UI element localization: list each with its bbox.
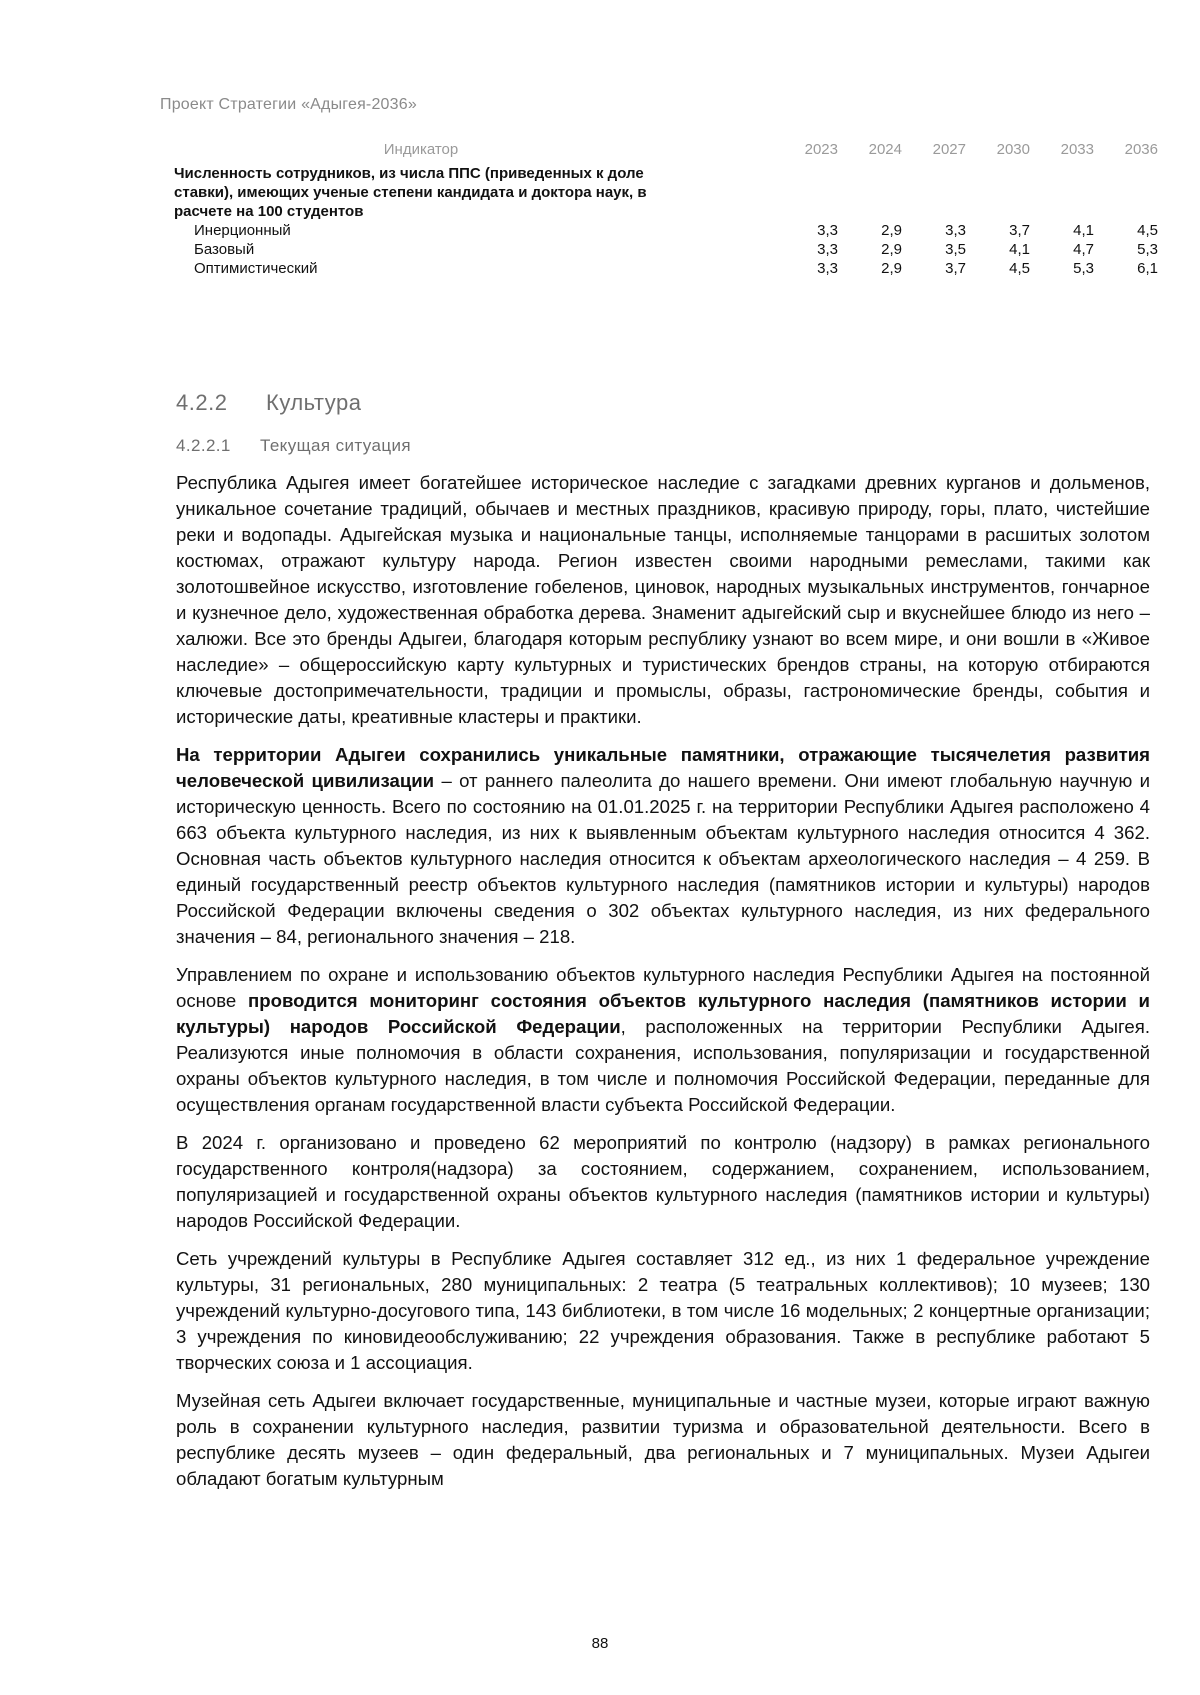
table-cell: 6,1 (1137, 260, 1158, 277)
column-header-year: 2024 (868, 141, 902, 158)
page-number: 88 (591, 1635, 609, 1652)
column-header-year: 2030 (996, 141, 1030, 158)
emphasis-text: На территории Адыгеи сохранились уникальные памятники, отражающие тысячелетия развития человеческой цивилизации (176, 744, 1150, 791)
subsection-heading (176, 436, 411, 456)
paragraph-heritage-overview: Республика Адыгея имеет богатейшее историческое наследие с загадками древних курганов и дольменов, уникальное сочетание традиций, обычаев и местных праздников, красивую природу, горы, плато, чистейшие реки и водопады. Адыгейская музыка и национальные танцы, исполняемые танцорами в расшитых золотом костюмах, отражают культуру народа. Регион известен своими народными ремеслами, такими как золотошвейное искусство, изготовление гобеленов, циновок, народных музыкальных инструментов, гончарное и кузнечное дело, художественная обработка дерева. Знаменит адыгейский сыр и вкуснейшее блюдо из него – халюжи. Все это бренды Адыгеи, благодаря которым республику узнают во всем мире, и они вошли в «Живое наследие» – общероссийскую карту культурных и туристических брендов страны, на которую отбираются ключевые достопримечательности, традиции и промыслы, образы, гастрономические бренды, события и исторические даты, креативные кластеры и практики. (176, 472, 1150, 727)
column-header-year: 2027 (932, 141, 966, 158)
table-cell: 4,1 (1073, 222, 1094, 239)
table-cell: 2,9 (881, 241, 902, 258)
table-row (174, 221, 1158, 240)
table-cell: 3,7 (1009, 222, 1030, 239)
table-header-row (174, 140, 1158, 164)
table-group-row (174, 164, 1158, 221)
paragraph-control-events: В 2024 г. организовано и проведено 62 мероприятий по контролю (надзору) в рамках регионального государственного контроля(надзора) за состоянием, содержанием, сохранением, использованием, популяризацией и государственной охраны объектов культурного наследия (памятников истории и культуры) народов Российской Федерации. (176, 1132, 1150, 1231)
table-cell: 3,5 (945, 241, 966, 258)
section-title: Культура (266, 390, 362, 415)
column-header-indicator: Индикатор (383, 141, 459, 158)
scenario-label: Оптимистический (194, 260, 318, 277)
table-cell: 5,3 (1137, 241, 1158, 258)
table-cell: 4,5 (1137, 222, 1158, 239)
scenario-label: Инерционный (194, 222, 291, 239)
paragraph-museum-network: Музейная сеть Адыгеи включает государственные, муниципальные и частные музеи, которые играют важную роль в сохранении культурного наследия, развитии туризма и образовательной деятельности. Всего в республике десять музеев – один федеральный, два региональных и 7 муниципальных. Музеи Адыгеи обладают богатым культурным (176, 1390, 1150, 1489)
indicator-table (174, 140, 1158, 278)
table-row (174, 240, 1158, 259)
emphasis-text: проводится мониторинг состояния объектов культурного наследия (памятников истории и культуры) народов Российской Федерации (176, 990, 1150, 1037)
subsection-number: 4.2.2.1 (176, 436, 231, 455)
table-cell: 3,3 (945, 222, 966, 239)
table-cell: 2,9 (881, 260, 902, 277)
paragraph-text: Управлением по охране и использованию объектов культурного наследия Республики Адыгея на постоянной основе (176, 964, 1150, 1011)
paragraph-institutions-network: Сеть учреждений культуры в Республике Адыгея составляет 312 ед., из них 1 федеральное учреждение культуры, 31 региональных, 280 муниципальных: 2 театра (5 театральных коллективов); 10 музеев; 130 учреждений культурно-досугового типа, 143 библиотеки, в том числе 16 модельных; 2 концертные организации; 3 учреждения по киновидеообслуживанию; 22 учреждения образования. Также в республике работают 5 творческих союза и 1 ассоциация. (176, 1248, 1150, 1373)
paragraph-text: , расположенных на территории Республики Адыгея. Реализуются иные полномочия в области сохранения, использования, популяризации и государственной охраны объектов культурного наследия, в том числе и полномочия Российской Федерации, переданные для осуществления органам государственной власти субъекта Российской Федерации. (176, 1016, 1150, 1115)
paragraph-text: – от раннего палеолита до нашего времени. Они имеют глобальную научную и историческую ценность. Всего по состоянию на 01.01.2025 г. на территории Республики Адыгея расположено 4 663 объекта культурного наследия, из них к выявленным объектам культурного наследия относится 4 362. Основная часть объектов культурного наследия относится к объектам археологического наследия – 4 259. В единый государственный реестр объектов культурного наследия (памятников истории и культуры) народов Российской Федерации включены сведения о 302 объектах культурного наследия, из них федерального значения – 84, регионального значения – 218. (176, 770, 1151, 947)
table-cell: 2,9 (881, 222, 902, 239)
table-cell: 3,7 (945, 260, 966, 277)
paragraph-monuments (176, 742, 1150, 950)
subsection-title: Текущая ситуация (260, 436, 411, 455)
table-row (174, 259, 1158, 278)
indicator-group-title: Численность сотрудников, из числа ППС (приведенных к доле ставки), имеющих ученые степени кандидата и доктора наук, в расчете на 100 студентов (174, 165, 647, 220)
table-cell: 4,7 (1073, 241, 1094, 258)
column-header-year: 2023 (804, 141, 838, 158)
column-header-year: 2033 (1060, 141, 1094, 158)
scenario-label: Базовый (194, 241, 255, 258)
table-cell: 5,3 (1073, 260, 1094, 277)
running-header: Проект Стратегии «Адыгея-2036» (160, 96, 417, 113)
table-cell: 4,1 (1009, 241, 1030, 258)
table-cell: 3,3 (817, 260, 838, 277)
table-cell: 4,5 (1009, 260, 1030, 277)
body-text (176, 470, 1150, 1504)
section-heading (176, 390, 361, 416)
paragraph-monitoring (176, 962, 1150, 1118)
table-cell: 3,3 (817, 222, 838, 239)
column-header-year: 2036 (1124, 141, 1158, 158)
table-cell: 3,3 (817, 241, 838, 258)
section-number: 4.2.2 (176, 390, 228, 415)
